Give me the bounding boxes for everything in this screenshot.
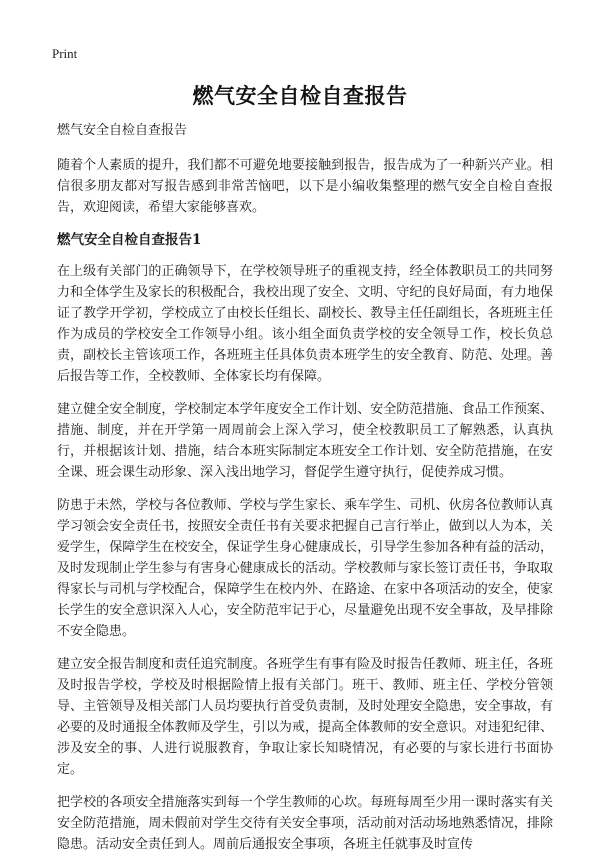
body-paragraph: 建立安全报告制度和责任追究制度。各班学生有事有险及时报告任教师、班主任，各班及时报告学校，学校及时根据险情上报有关部门。班干、教师、班主任、学校分管领导、主管领导及相关部门人员均要执行首受负责制，及时处理安全隐患，安全事故，有必要的及时通报全体教师及学生，引以为戒，提高全体教师的安全意识。对违犯纪律、涉及安全的事、人进行说服教育，争取让家长知晓情况，有必要的与家长进行书面协定。 — [57, 657, 553, 777]
print-link[interactable]: Print — [52, 46, 78, 61]
body-paragraph: 在上级有关部门的正确领导下，在学校领导班子的重视支持，经全体教职员工的共同努力和全体学生及家长的积极配合，我校出现了安全、文明、守纪的良好局面，有力地保证了教学开学初，学校成立了由校长任组长、副校长、教导主任任副组长，各班班主任作为成员的学校安全工作领导小组。该小组全面负责学校的安全领导工作，校长负总责，副校长主管该项工作，各班班主任具体负责本班学生的安全教育、防范、处理。善后报告等工作，全校教师、全体家长均有保障。 — [57, 264, 553, 384]
document-body — [57, 120, 553, 867]
page-title: 燃气安全自检自查报告 — [192, 84, 408, 108]
section-heading: 燃气安全自检自查报告1 — [57, 232, 202, 248]
body-paragraph: 把学校的各项安全措施落实到每一个学生教师的心坎。每班每周至少用一课时落实有关安全防范措施，周未假前对学生交待有关安全事项，活动前对活动场地熟悉情况，排除隐患。活动安全责任到人。周前后通报安全事项，各班主任就事及时宣传 — [57, 795, 553, 852]
document-subtitle: 燃气安全自检自查报告 — [57, 123, 188, 138]
body-paragraph: 建立健全安全制度，学校制定本学年度安全工作计划、安全防范措施、食品工作预案、措施、制度，并在开学第一周周前会上深入学习，使全校教职员工了解熟悉，认真执行，并根据该计划、措施，结合本班实际制定本班安全工作计划、安全防范措施，在安全课、班会课生动形象、深入浅出地学习，督促学生遵守执行，促使养成习惯。 — [57, 402, 553, 480]
body-paragraph: 防患于未然，学校与各位教师、学校与学生家长、乘车学生、司机、伙房各位教师认真学习领会安全责任书，按照安全责任书有关要求把握自己言行举止，做到以人为本，关爱学生，保障学生在校安全，保证学生身心健康成长，引导学生参加各种有益的活动，及时发现制止学生参与有害身心健康成长的活动。学校教师与家长签订责任书，争取取得家长与司机与学校配合，保障学生在校内外、在路途、在家中各项活动的安全，使家长学生的安全意识深入人心，安全防范牢记于心，尽量避免出现不安全事故，及早排除不安全隐患。 — [57, 498, 553, 639]
intro-paragraph: 随着个人素质的提升，我们都不可避免地要接触到报告，报告成为了一种新兴产业。相信很多朋友都对写报告感到非常苦恼吧，以下是小编收集整理的燃气安全自检自查报告，欢迎阅读，希望大家能够喜欢。 — [57, 158, 553, 215]
